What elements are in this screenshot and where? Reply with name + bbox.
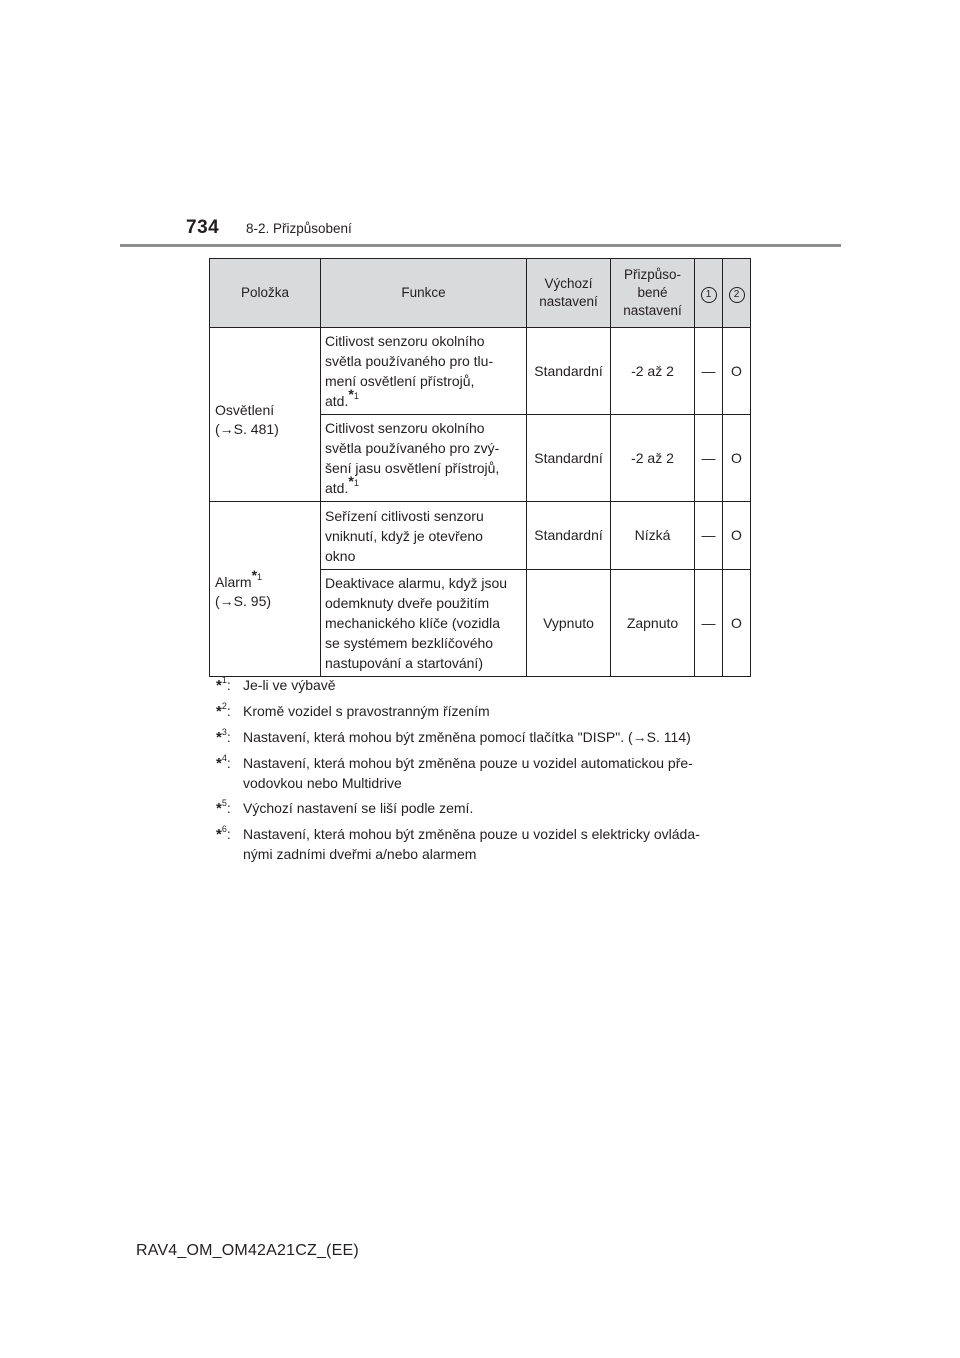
footnote-text: Je-li ve výbavě (243, 677, 336, 693)
header-function: Funkce (321, 259, 527, 328)
footnote-text: Kromě vozidel s pravostranným řízením (243, 703, 490, 719)
footnote-text: Nastavení, která mohou být změněna pomocí tlačítka "DISP". (→S. 114) (243, 729, 691, 745)
footnote-2 (216, 701, 746, 722)
custom-value: -2 až 2 (611, 415, 695, 502)
header-default: Výchozí nastavení (527, 259, 611, 328)
footnote-marker: *$^2$: (216, 701, 231, 720)
header-col-1 (695, 259, 723, 328)
footnote-5 (216, 798, 746, 819)
col2-value: O (723, 415, 751, 502)
table-header-row (210, 259, 751, 328)
footnote-marker: *$^4$: (216, 753, 231, 772)
col1-value: — (695, 570, 723, 677)
col1-value: — (695, 415, 723, 502)
function-cell: Seřízení citlivosti senzoru vniknutí, když je otevřeno okno (321, 502, 527, 570)
col2-value: O (723, 328, 751, 415)
custom-value: -2 až 2 (611, 328, 695, 415)
function-cell: Citlivost senzoru okolního světla používaného pro tlu- mení osvětlení přístrojů, atd.$^{*1}$ (321, 328, 527, 415)
header-item: Položka (210, 259, 321, 328)
item-lighting: Osvětlení (→S. 481) (210, 328, 321, 502)
footnotes (216, 675, 746, 869)
table-row (210, 328, 751, 415)
footnote-6 (216, 824, 746, 864)
footnote-text: Nastavení, která mohou být změněna pouze u vozidel automatickou pře- vodovkou nebo Multidrive (243, 755, 693, 791)
footnote-4 (216, 753, 746, 793)
col1-value: — (695, 502, 723, 570)
footnote-marker: *$^5$: (216, 798, 231, 817)
col2-value: O (723, 502, 751, 570)
footnote-marker: *$^1$: (216, 675, 231, 694)
header-col-2 (723, 259, 751, 328)
header-custom: Přizpůso- bené nastavení (611, 259, 695, 328)
footnote-text: Výchozí nastavení se liší podle zemí. (243, 800, 474, 816)
footnote-text: Nastavení, která mohou být změněna pouze u vozidel s elektricky ovláda- nými zadními dveřmi a/nebo alarmem (243, 826, 700, 862)
default-value: Standardní (527, 328, 611, 415)
custom-value: Zapnuto (611, 570, 695, 677)
document-code: RAV4_OM_OM42A21CZ_(EE) (136, 1242, 359, 1259)
footnote-1 (216, 675, 746, 696)
header-rule (120, 244, 841, 247)
default-value: Vypnuto (527, 570, 611, 677)
footnote-3 (216, 727, 746, 748)
item-alarm: Alarm$^{*1}$ (→S. 95) (210, 502, 321, 677)
section-title: 8-2. Přizpůsobení (246, 221, 352, 236)
table-row (210, 502, 751, 570)
default-value: Standardní (527, 415, 611, 502)
footnote-marker: *$^6$: (216, 824, 231, 843)
footnote-marker: *$^3$: (216, 727, 231, 746)
col2-value: O (723, 570, 751, 677)
col1-value: — (695, 328, 723, 415)
circled-number-2: 2 (729, 287, 745, 303)
function-cell: Deaktivace alarmu, když jsou odemknuty dveře použitím mechanického klíče (vozidla se systémem bezklíčového nastupování a startování) (321, 570, 527, 677)
function-cell: Citlivost senzoru okolního světla používaného pro zvý- šení jasu osvětlení přístrojů, atd.$^{*1}$ (321, 415, 527, 502)
circled-number-1: 1 (701, 287, 717, 303)
default-value: Standardní (527, 502, 611, 570)
custom-value: Nízká (611, 502, 695, 570)
settings-table (209, 258, 751, 677)
page-number: 734 (186, 217, 220, 238)
